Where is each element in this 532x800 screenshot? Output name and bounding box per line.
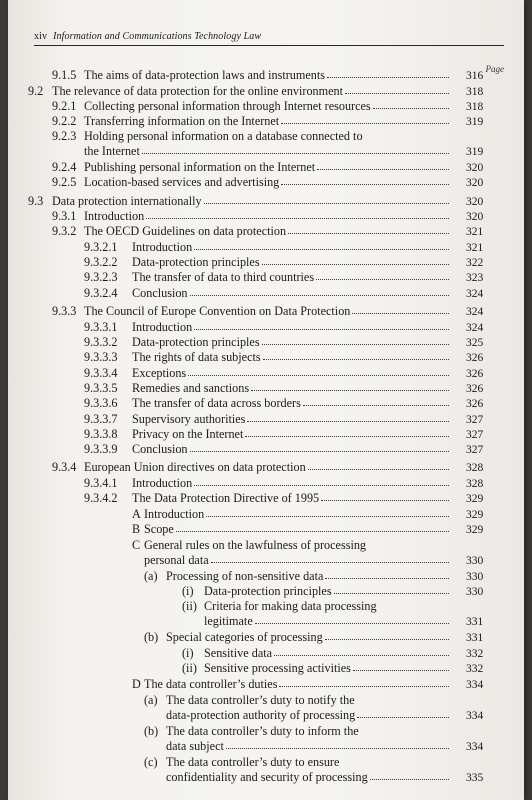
toc-entry-number: D xyxy=(132,677,141,691)
toc-entry-title: Exceptions xyxy=(132,366,187,380)
toc-entry-number: (i) xyxy=(182,584,194,598)
toc-entry-number: (a) xyxy=(144,569,158,583)
toc-entry[interactable] xyxy=(52,194,452,208)
dot-leader xyxy=(211,562,449,563)
toc-entry-number: A xyxy=(132,507,141,521)
toc-entry[interactable] xyxy=(144,538,366,552)
toc-page-number: 329 xyxy=(466,524,484,536)
dot-leader xyxy=(357,717,449,718)
toc-entry[interactable] xyxy=(132,412,452,426)
dot-leader xyxy=(281,123,449,124)
toc-entry[interactable] xyxy=(204,661,452,675)
toc-entry-number: 9.2.1 xyxy=(52,99,77,113)
toc-entry-title: Holding personal information on a database connected to xyxy=(84,129,363,143)
toc-entry[interactable] xyxy=(144,507,452,521)
toc-page-number: 327 xyxy=(466,414,484,426)
toc-entry[interactable] xyxy=(84,99,452,113)
toc-page-number: 324 xyxy=(466,306,484,318)
toc-entry-title: Criteria for making data processing xyxy=(204,599,377,613)
dot-leader xyxy=(194,249,449,250)
toc-page-number: 320 xyxy=(466,162,484,174)
dot-leader xyxy=(146,218,449,219)
toc-page-number: 334 xyxy=(466,710,484,722)
toc-entry-number: 9.3.4 xyxy=(52,460,77,474)
toc-entry[interactable] xyxy=(132,286,452,300)
toc-entry-number: C xyxy=(132,538,141,552)
toc-entry[interactable] xyxy=(132,335,452,349)
toc-page-number: 323 xyxy=(466,272,484,284)
toc-entry-number: (ii) xyxy=(182,599,197,613)
book-title: Information and Communications Technology Law xyxy=(53,31,262,42)
toc-page-number: 334 xyxy=(466,741,484,753)
dot-leader xyxy=(247,421,449,422)
toc-entry-title: Data-protection principles xyxy=(132,255,260,269)
toc-page-number: 328 xyxy=(466,462,484,474)
toc-entry-number: 9.3.3.4 xyxy=(84,366,118,380)
toc-entry-number: 9.3.2 xyxy=(52,224,77,238)
toc-page-number: 326 xyxy=(466,398,484,410)
toc-entry[interactable] xyxy=(166,739,452,753)
dot-leader xyxy=(262,344,449,345)
toc-page-number: 321 xyxy=(466,242,484,254)
dot-leader xyxy=(226,748,449,749)
dot-leader xyxy=(194,485,449,486)
dot-leader xyxy=(281,184,449,185)
dot-leader xyxy=(245,436,449,437)
dot-leader xyxy=(279,686,449,687)
dot-leader xyxy=(204,203,449,204)
toc-entry-number: (c) xyxy=(144,755,158,769)
toc-entry-number: 9.3.1 xyxy=(52,209,77,223)
toc-page-number: 330 xyxy=(466,586,484,598)
toc-entry-number: 9.3.4.2 xyxy=(84,491,118,505)
dot-leader xyxy=(308,469,449,470)
toc-entry-number: (ii) xyxy=(182,661,197,675)
toc-page-number: 320 xyxy=(466,177,484,189)
toc-entry-number: 9.3.3.1 xyxy=(84,320,118,334)
toc-entry[interactable] xyxy=(144,677,452,691)
dot-leader xyxy=(190,295,449,296)
toc-entry-title: Introduction xyxy=(84,209,145,223)
toc-page-number: 320 xyxy=(466,196,484,208)
toc-entry-title: The transfer of data across borders xyxy=(132,396,301,410)
toc-page-number: 328 xyxy=(466,478,484,490)
toc-entry[interactable] xyxy=(132,491,452,505)
book-page xyxy=(8,0,524,800)
toc-entry[interactable] xyxy=(166,724,359,738)
toc-entry[interactable] xyxy=(132,320,452,334)
toc-entry-number: 9.3.3.5 xyxy=(84,381,118,395)
toc-entry[interactable] xyxy=(84,460,452,474)
toc-entry-title: Processing of non-sensitive data xyxy=(166,569,324,583)
toc-entry-number: 9.3.3.3 xyxy=(84,350,118,364)
dot-leader xyxy=(334,593,449,594)
toc-page-number: 318 xyxy=(466,86,484,98)
toc-entry-title: Collecting personal information through Internet resources xyxy=(84,99,371,113)
toc-entry[interactable] xyxy=(84,304,452,318)
toc-page-number: 321 xyxy=(466,226,484,238)
toc-entry-number: 9.3.4.1 xyxy=(84,476,118,490)
toc-entry-number: B xyxy=(132,522,141,536)
toc-entry-number: (i) xyxy=(182,646,194,660)
toc-entry-title: Introduction xyxy=(132,240,193,254)
toc-entry-title: personal data xyxy=(144,553,209,567)
toc-page-number: 332 xyxy=(466,648,484,660)
toc-entry[interactable] xyxy=(204,646,452,660)
toc-page-number: 330 xyxy=(466,555,484,567)
dot-leader xyxy=(142,153,449,154)
page-number-roman: xiv xyxy=(34,31,48,42)
toc-page-number: 332 xyxy=(466,663,484,675)
toc-page-number: 325 xyxy=(466,337,484,349)
toc-entry[interactable] xyxy=(144,522,452,536)
toc-page-number: 331 xyxy=(466,632,484,644)
toc-entry-title: Transferring information on the Internet xyxy=(84,114,280,128)
table-of-contents xyxy=(8,0,524,800)
toc-entry-number: 9.2.4 xyxy=(52,160,77,174)
toc-entry-number: 9.3.2.3 xyxy=(84,270,118,284)
toc-entry-title: European Union directives on data protection xyxy=(84,460,306,474)
toc-entry-title: The aims of data-protection laws and instruments xyxy=(84,68,325,82)
toc-entry[interactable] xyxy=(132,396,452,410)
toc-entry-title: The Council of Europe Convention on Data Protection xyxy=(84,304,351,318)
dot-leader xyxy=(188,375,449,376)
toc-entry-title: The data controller’s duties xyxy=(144,677,278,691)
toc-entry-title: the Internet xyxy=(84,144,140,158)
toc-entry-title: The relevance of data protection for the online environment xyxy=(52,84,344,98)
toc-entry[interactable] xyxy=(84,224,452,238)
toc-entry[interactable] xyxy=(132,270,452,284)
toc-entry-number: 9.3.3.2 xyxy=(84,335,118,349)
toc-page-number: 318 xyxy=(466,101,484,113)
toc-page-number: 326 xyxy=(466,383,484,395)
toc-page-number: 320 xyxy=(466,211,484,223)
toc-page-number: 335 xyxy=(466,772,484,784)
dot-leader xyxy=(176,531,449,532)
toc-entry[interactable] xyxy=(132,240,452,254)
toc-page-number: 327 xyxy=(466,444,484,456)
toc-entry[interactable] xyxy=(166,755,339,769)
page-column-label: Page xyxy=(485,64,504,74)
dot-leader xyxy=(345,93,449,94)
toc-entry-title: Sensitive data xyxy=(204,646,273,660)
toc-entry-title: The data controller’s duty to notify the xyxy=(166,693,355,707)
toc-entry-title: Data-protection principles xyxy=(204,584,332,598)
toc-entry-title: Introduction xyxy=(132,476,193,490)
toc-page-number: 319 xyxy=(466,146,484,158)
toc-page-number: 331 xyxy=(466,616,484,628)
toc-entry-title: Conclusion xyxy=(132,442,188,456)
toc-page-number: 327 xyxy=(466,429,484,441)
toc-entry-title: The transfer of data to third countries xyxy=(132,270,315,284)
dot-leader xyxy=(352,313,449,314)
toc-entry-title: The OECD Guidelines on data protection xyxy=(84,224,287,238)
toc-entry[interactable] xyxy=(84,129,363,143)
dot-leader xyxy=(263,359,449,360)
toc-entry[interactable] xyxy=(132,350,452,364)
dot-leader xyxy=(206,516,449,517)
toc-page-number: 334 xyxy=(466,679,484,691)
toc-entry-title: legitimate xyxy=(204,614,253,628)
dot-leader xyxy=(325,578,449,579)
toc-page-number: 322 xyxy=(466,257,484,269)
dot-leader xyxy=(255,623,449,624)
dot-leader xyxy=(327,77,449,78)
toc-entry-number: 9.3.2.1 xyxy=(84,240,118,254)
toc-entry-title: General rules on the lawfulness of processing xyxy=(144,538,367,552)
toc-entry[interactable] xyxy=(132,476,452,490)
toc-entry-title: The data controller’s duty to ensure xyxy=(166,755,340,769)
toc-entry-number: 9.3 xyxy=(28,194,44,208)
toc-entry-title: Privacy on the Internet xyxy=(132,427,244,441)
toc-entry[interactable] xyxy=(84,209,452,223)
toc-entry[interactable] xyxy=(144,553,452,567)
toc-entry[interactable] xyxy=(132,255,452,269)
toc-entry-title: Data-protection principles xyxy=(132,335,260,349)
toc-entry[interactable] xyxy=(84,175,452,189)
dot-leader xyxy=(262,264,449,265)
dot-leader xyxy=(190,451,449,452)
toc-entry[interactable] xyxy=(204,599,377,613)
toc-entry-title: Sensitive processing activities xyxy=(204,661,351,675)
toc-entry-title: Publishing personal information on the Internet xyxy=(84,160,316,174)
toc-entry[interactable] xyxy=(204,614,452,628)
toc-entry-number: 9.3.3.9 xyxy=(84,442,118,456)
toc-entry[interactable] xyxy=(166,708,452,722)
toc-entry[interactable] xyxy=(52,84,452,98)
toc-entry-title: The data controller’s duty to inform the xyxy=(166,724,359,738)
dot-leader xyxy=(251,390,449,391)
toc-entry[interactable] xyxy=(84,68,452,82)
toc-entry-title: Remedies and sanctions xyxy=(132,381,250,395)
dot-leader xyxy=(373,108,449,109)
toc-page-number: 324 xyxy=(466,322,484,334)
toc-entry[interactable] xyxy=(166,630,452,644)
toc-entry[interactable] xyxy=(166,569,452,583)
toc-page-number: 324 xyxy=(466,288,484,300)
toc-entry-number: (b) xyxy=(144,630,159,644)
toc-entry-number: (b) xyxy=(144,724,159,738)
toc-entry-title: Introduction xyxy=(144,507,205,521)
toc-entry[interactable] xyxy=(84,114,452,128)
toc-page-number: 329 xyxy=(466,493,484,505)
dot-leader xyxy=(353,670,449,671)
toc-entry-title: Supervisory authorities xyxy=(132,412,246,426)
toc-entry[interactable] xyxy=(132,427,452,441)
toc-entry-number: (a) xyxy=(144,693,158,707)
toc-entry-number: 9.3.2.2 xyxy=(84,255,118,269)
dot-leader xyxy=(370,779,449,780)
toc-entry-title: Special categories of processing xyxy=(166,630,323,644)
toc-entry-number: 9.3.2.4 xyxy=(84,286,118,300)
toc-entry-number: 9.1.5 xyxy=(52,68,77,82)
dot-leader xyxy=(321,500,449,501)
toc-entry-title: data-protection authority of processing xyxy=(166,708,356,722)
toc-entry-title: The Data Protection Directive of 1995 xyxy=(132,491,320,505)
toc-entry-number: 9.2.5 xyxy=(52,175,77,189)
toc-entry[interactable] xyxy=(132,366,452,380)
toc-entry[interactable] xyxy=(166,693,355,707)
toc-page-number: 319 xyxy=(466,116,484,128)
dot-leader xyxy=(194,329,449,330)
toc-entry-number: 9.2 xyxy=(28,84,44,98)
toc-entry[interactable] xyxy=(166,770,452,784)
dot-leader xyxy=(316,279,449,280)
toc-entry-number: 9.2.2 xyxy=(52,114,77,128)
dot-leader xyxy=(288,233,449,234)
toc-entry-title: The rights of data subjects xyxy=(132,350,261,364)
toc-entry-title: Conclusion xyxy=(132,286,188,300)
toc-entry-title: confidentiality and security of processing xyxy=(166,770,368,784)
toc-entry-number: 9.3.3.6 xyxy=(84,396,118,410)
toc-entry-number: 9.3.3.7 xyxy=(84,412,118,426)
toc-entry-number: 9.2.3 xyxy=(52,129,77,143)
toc-entry[interactable] xyxy=(132,442,452,456)
dot-leader xyxy=(303,405,449,406)
toc-entry-title: Data protection internationally xyxy=(52,194,202,208)
toc-entry[interactable] xyxy=(84,160,452,174)
toc-entry-title: Scope xyxy=(144,522,174,536)
toc-page-number: 316 xyxy=(466,70,484,82)
toc-entry-title: data subject xyxy=(166,739,224,753)
toc-page-number: 326 xyxy=(466,352,484,364)
toc-page-number: 330 xyxy=(466,571,484,583)
dot-leader xyxy=(317,169,449,170)
toc-entry-number: 9.3.3 xyxy=(52,304,77,318)
toc-entry[interactable] xyxy=(132,381,452,395)
toc-page-number: 329 xyxy=(466,509,484,521)
toc-page-number: 326 xyxy=(466,368,484,380)
toc-entry[interactable] xyxy=(84,144,452,158)
toc-entry-title: Introduction xyxy=(132,320,193,334)
toc-entry-number: 9.3.3.8 xyxy=(84,427,118,441)
dot-leader xyxy=(274,655,449,656)
toc-entry[interactable] xyxy=(204,584,452,598)
toc-entry-title: Location-based services and advertising xyxy=(84,175,280,189)
dot-leader xyxy=(325,639,449,640)
